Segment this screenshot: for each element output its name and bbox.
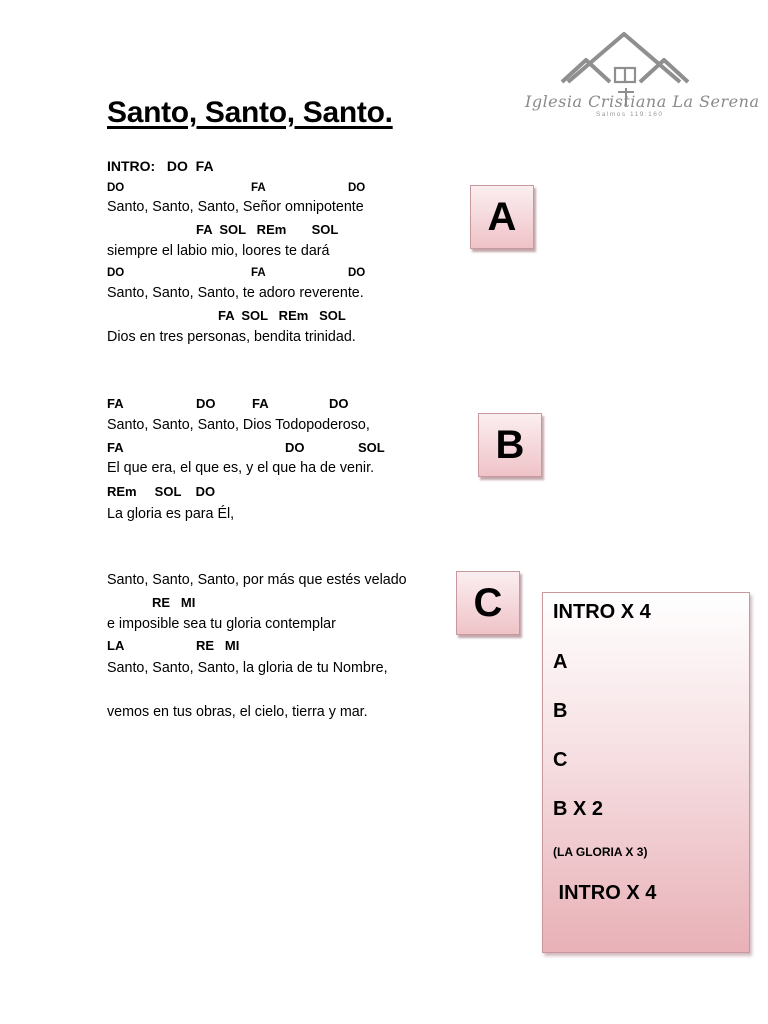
chord-line: LA	[107, 638, 125, 653]
order-item: B X 2	[553, 798, 604, 820]
lyric-line: Santo, Santo, Santo, Dios Todopoderoso,	[107, 417, 370, 433]
chord-line: FA	[252, 396, 269, 411]
lyric-line: Santo, Santo, Santo, te adoro reverente.	[107, 285, 364, 301]
chord-line: RE MI	[152, 595, 196, 610]
song-order-box	[542, 592, 750, 953]
chord-line: FA SOL REm SOL	[196, 222, 339, 237]
order-item: INTRO X 4	[553, 601, 651, 623]
lyric-line: La gloria es para Él,	[107, 506, 235, 522]
order-item: INTRO X 4	[553, 882, 657, 904]
lyric-line: e imposible sea tu gloria contemplar	[107, 616, 336, 632]
order-item: B	[553, 700, 568, 722]
chord-line: FA	[251, 182, 266, 194]
lyric-line: siempre el labio mio, loores te dará	[107, 243, 330, 259]
church-verse: Salmos 119:160	[596, 111, 664, 118]
chord-line: REm SOL DO	[107, 484, 216, 499]
chord-line: DO	[348, 267, 366, 279]
lyric-line: Dios en tres personas, bendita trinidad.	[107, 329, 356, 345]
order-item: C	[553, 749, 568, 771]
church-name: Iglesia Cristiana La Serena	[525, 92, 760, 111]
order-item: A	[553, 651, 568, 673]
lyric-line: Santo, Santo, Santo, Señor omnipotente	[107, 199, 364, 215]
lyric-line: Santo, Santo, Santo, por más que estés velado	[107, 572, 407, 588]
chord-line: FA	[107, 440, 124, 455]
chord-line: DO	[107, 267, 125, 279]
chord-line: DO	[196, 396, 216, 411]
lyric-line: El que era, el que es, y el que ha de venir.	[107, 460, 375, 476]
chord-line: DO	[329, 396, 349, 411]
chord-line: DO	[285, 440, 305, 455]
chord-line: RE MI	[196, 638, 240, 653]
section-marker-b: B	[478, 413, 542, 477]
section-marker-c: C	[456, 571, 520, 635]
lyric-line: Santo, Santo, Santo, la gloria de tu Nombre,	[107, 660, 388, 676]
song-title: Santo, Santo, Santo.	[107, 96, 393, 129]
lyric-line: vemos en tus obras, el cielo, tierra y mar.	[107, 704, 368, 720]
order-note: (LA GLORIA X 3)	[553, 845, 648, 859]
chord-line: DO	[348, 182, 366, 194]
chord-line: FA SOL REm SOL	[218, 308, 346, 323]
chord-line: DO	[107, 182, 125, 194]
chord-line: SOL	[358, 440, 385, 455]
intro-chords: INTRO: DO FA	[107, 158, 214, 174]
chord-line: FA	[251, 267, 266, 279]
section-marker-a: A	[470, 185, 534, 249]
chord-line: FA	[107, 396, 124, 411]
